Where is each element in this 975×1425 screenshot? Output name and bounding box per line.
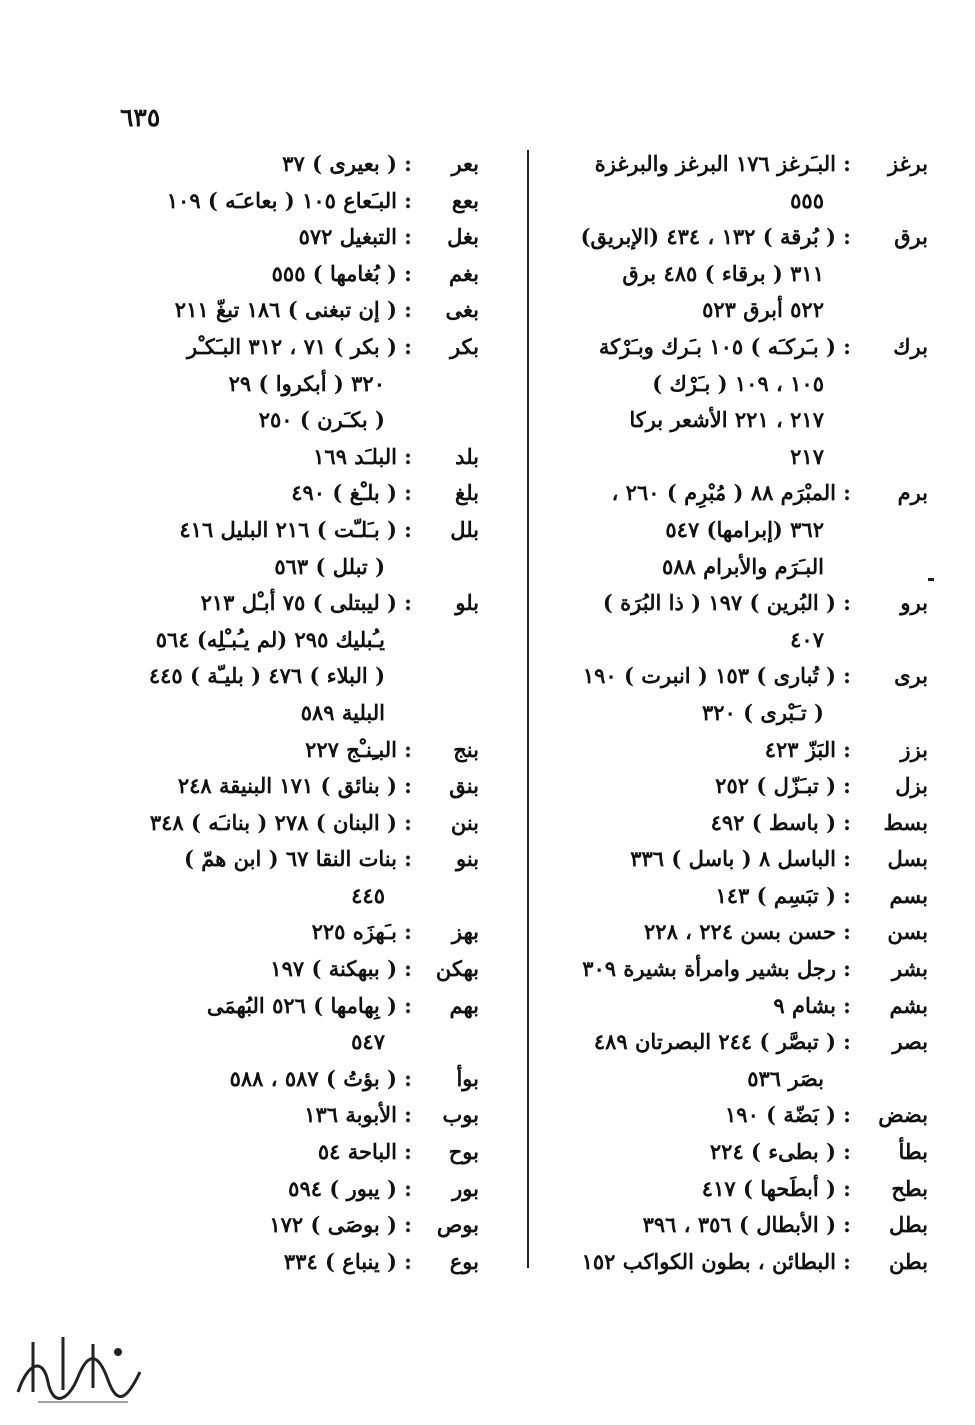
entry-separator: : <box>843 151 851 176</box>
entry-separator: : <box>404 809 412 835</box>
entry-line: ٣١١ ( برقاء ) ٤٨٥ برق <box>622 260 824 286</box>
entry-line: ٥٥٥ <box>790 187 824 213</box>
index-entry <box>548 914 928 951</box>
entry-line: ( تبصَّر ) ٢٤٤ البصرتان ٤٨٩ <box>593 1029 836 1055</box>
entry-separator: : <box>843 590 851 616</box>
entry-root: بسن <box>887 919 928 945</box>
entry-separator: : <box>404 260 412 286</box>
entry-line: ( باسط ) ٤٩٢ <box>710 809 836 835</box>
index-entry <box>134 475 479 512</box>
entry-line: ( إن تبغنى ) ١٨٦ تبغّ ٢١١ <box>174 297 397 323</box>
index-entry <box>548 1207 928 1244</box>
entry-root: بوب <box>442 1102 479 1128</box>
entry-line: البـَرغز ١٧٦ البرغز والبرغزة <box>594 151 836 176</box>
entry-root: بهز <box>451 919 479 945</box>
entry-separator: : <box>404 773 412 799</box>
entry-separator: : <box>843 1139 851 1165</box>
entry-root: بطح <box>891 1175 928 1201</box>
index-entry <box>548 1171 928 1208</box>
entry-separator: : <box>404 1102 412 1128</box>
entry-references <box>134 256 397 293</box>
index-entry <box>548 988 928 1025</box>
index-entry <box>134 439 479 476</box>
entry-line: رجل بشير وامرأة بشيرة ٣٠٩ <box>582 956 836 982</box>
entry-separator: : <box>404 297 412 323</box>
entry-root: برم <box>897 480 928 506</box>
entry-separator: : <box>843 846 851 872</box>
entry-references <box>134 219 397 256</box>
entry-line: ( البلاء ) ٤٧٦ ( بليـّة ) ٤٤٥ <box>148 663 385 689</box>
entry-separator: : <box>843 809 851 835</box>
entry-references <box>548 146 836 219</box>
entry-line: حسن بسن ٢٢٤ ، ٢٢٨ <box>644 919 836 945</box>
index-column-right <box>548 146 928 1280</box>
entry-line: البلية ٥٨٩ <box>300 699 385 725</box>
entry-root: بطأ <box>898 1139 928 1165</box>
index-entry <box>134 183 479 220</box>
entry-separator: : <box>404 992 412 1018</box>
entry-root: بكر <box>449 333 479 359</box>
entry-root: بسط <box>883 809 928 835</box>
entry-line: ( بَضّة ) ١٩٠ <box>725 1102 836 1128</box>
entry-references <box>134 183 397 220</box>
entry-separator: : <box>843 1212 851 1238</box>
index-entry <box>134 146 479 183</box>
entry-root: بنن <box>450 809 479 835</box>
entry-separator: : <box>843 663 851 689</box>
entry-separator: : <box>404 1139 412 1165</box>
entry-line: ( بعيرى ) ٣٧ <box>282 151 397 176</box>
entry-line: ( بوصَى ) ١٧٢ <box>269 1212 397 1238</box>
index-entry <box>134 951 479 988</box>
entry-references <box>548 585 836 658</box>
entry-root: بغل <box>447 224 479 250</box>
entry-root: بلو <box>455 590 479 616</box>
index-entry <box>548 732 928 769</box>
entry-root: بوع <box>449 1248 479 1274</box>
entry-root: برو <box>900 590 928 616</box>
entry-line: ( بُغامها ) ٥٥٥ <box>271 260 397 286</box>
entry-line: ( بـَلـّت ) ٢١٦ البليل ٤١٦ <box>179 516 397 542</box>
index-entry <box>548 146 928 219</box>
library-stamp-logo <box>8 1322 148 1414</box>
entry-line: بصَر ٥٣٦ <box>747 1065 824 1091</box>
entry-line: ( يبور ) ٥٩٤ <box>288 1175 397 1201</box>
entry-line: ٥٢٢ أبرق ٥٢٣ <box>702 297 824 323</box>
entry-root: بسم <box>889 882 928 908</box>
entry-root: بوح <box>448 1139 479 1165</box>
entry-line: ( البُرين ) ١٩٧ ( ذا البُرَة ) <box>602 590 836 616</box>
entry-references <box>548 1134 836 1171</box>
entry-line: ( بكر ) ٧١ ، ٣١٢ البـَكـْر <box>186 333 397 359</box>
entry-root: بنو <box>455 846 479 872</box>
index-entry <box>548 951 928 988</box>
entry-root: برك <box>893 333 928 359</box>
entry-root: بلغ <box>455 480 479 506</box>
index-entry <box>134 988 479 1061</box>
entry-references <box>134 292 397 329</box>
entry-line: البطائن ، بطون الكواكب ١٥٢ <box>581 1248 836 1274</box>
entry-line: البلـَد ١٦٩ <box>313 443 397 469</box>
entry-separator: : <box>843 224 851 250</box>
entry-root: بضض <box>878 1102 928 1128</box>
entry-root: بشر <box>891 956 928 982</box>
entry-line: ( بِهامها ) ٥٢٦ البُهمَى <box>206 992 397 1018</box>
index-entry <box>134 1134 479 1171</box>
entry-references <box>548 1171 836 1208</box>
entry-root: بسل <box>887 846 928 872</box>
entry-references <box>134 1244 397 1281</box>
entry-root: بنق <box>449 773 479 799</box>
index-column-left <box>134 146 479 1280</box>
entry-line: بـَهزَه ٢٢٥ <box>311 919 397 945</box>
entry-separator: : <box>404 443 412 469</box>
index-entry <box>548 475 928 585</box>
index-entry <box>134 512 479 585</box>
index-entry <box>134 732 479 769</box>
entry-line: ( أبطَحها ) ٤١٧ <box>701 1175 836 1201</box>
entry-root: بطن <box>888 1248 928 1274</box>
index-entry <box>134 768 479 805</box>
index-entry <box>134 292 479 329</box>
entry-root: بعر <box>451 151 479 176</box>
entry-references <box>548 841 836 878</box>
entry-references <box>548 805 836 842</box>
index-entry <box>134 841 479 914</box>
entry-references <box>134 914 397 951</box>
entry-line: ( تبـَزّل ) ٢٥٢ <box>715 773 836 799</box>
entry-line: ( تبلل ) ٥٦٣ <box>274 553 385 579</box>
entry-separator: : <box>843 480 851 506</box>
entry-line: ٤٠٧ <box>790 626 824 652</box>
entry-references <box>134 1134 397 1171</box>
entry-line: ٣٦٢ (إبرامها) ٥٤٧ <box>665 516 824 542</box>
margin-mark <box>928 578 934 581</box>
entry-line: ( ليبتلى ) ٧٥ أبـْل ٢١٣ <box>200 590 397 616</box>
entry-line: الأبوبة ١٣٦ <box>304 1102 397 1128</box>
index-entry <box>134 1207 479 1244</box>
entry-separator: : <box>404 919 412 945</box>
entry-line: الباحة ٥٤ <box>317 1139 397 1165</box>
entry-separator: : <box>843 1175 851 1201</box>
entry-root: بور <box>452 1175 479 1201</box>
entry-references <box>548 732 836 769</box>
entry-root: بهم <box>449 992 479 1018</box>
index-entry <box>134 1171 479 1208</box>
entry-references <box>134 585 397 731</box>
entry-root: بلل <box>450 516 479 542</box>
entry-root: برى <box>894 663 928 689</box>
entry-separator: : <box>404 846 412 872</box>
entry-references <box>134 512 397 585</box>
entry-references <box>134 439 397 476</box>
entry-references <box>548 1097 836 1134</box>
entry-root: بزل <box>895 773 928 799</box>
entry-line: يـُبليك ٢٩٥ (لم يـُبـْلِه) ٥٦٤ <box>155 626 385 652</box>
entry-references <box>548 878 836 915</box>
entry-separator: : <box>404 1248 412 1274</box>
index-entry <box>548 1097 928 1134</box>
index-entry <box>548 805 928 842</box>
index-entry <box>548 1024 928 1097</box>
entry-references <box>134 1097 397 1134</box>
index-entry <box>134 1244 479 1281</box>
index-entry <box>548 658 928 731</box>
entry-line: التبغيل ٥٧٢ <box>298 224 397 250</box>
entry-line: بشام ٩ <box>773 992 836 1018</box>
entry-separator: : <box>404 187 412 213</box>
entry-line: ( الأبطال ) ٣٥٦ ، ٣٩٦ <box>642 1212 836 1238</box>
entry-references <box>134 1207 397 1244</box>
index-entry <box>548 878 928 915</box>
entry-line: ( بطىء ) ٢٢٤ <box>709 1139 836 1165</box>
entry-separator: : <box>404 333 412 359</box>
entry-root: بطل <box>889 1212 928 1238</box>
entry-root: برغز <box>887 151 928 176</box>
entry-separator: : <box>404 224 412 250</box>
entry-root: بوأ <box>456 1065 479 1091</box>
entry-line: ( تُبارى ) ١٥٣ ( انبرت ) ١٩٠ <box>582 663 836 689</box>
entry-separator: : <box>843 773 851 799</box>
entry-separator: : <box>843 736 851 762</box>
entry-separator: : <box>843 1029 851 1055</box>
entry-separator: : <box>843 333 851 359</box>
entry-references <box>548 219 836 329</box>
entry-line: بنات النقا ٦٧ ( ابن همّ ) <box>184 846 397 872</box>
entry-references <box>134 475 397 512</box>
entry-separator: : <box>404 480 412 506</box>
entry-line: ( بلـْغ ) ٤٩٠ <box>291 480 397 506</box>
entry-line: المبْرَم ٨٨ ( مُبْرِم ) ٢٦٠ ، <box>611 480 836 506</box>
entry-line: الباسل ٨ ( باسل ) ٣٣٦ <box>630 846 836 872</box>
entry-separator: : <box>843 919 851 945</box>
entry-references <box>548 1207 836 1244</box>
entry-separator: : <box>404 1212 412 1238</box>
index-entry <box>548 219 928 329</box>
entry-line: ( بنائق ) ١٧١ البنيقة ٢٤٨ <box>177 773 397 799</box>
entry-separator: : <box>404 1065 412 1091</box>
entry-line: ( بُرقة ) ١٣٢ ، ٤٣٤ (الإبريق) <box>580 224 836 250</box>
entry-line: البـَعاع ١٠٥ ( بعاعـَه ) ١٠٩ <box>166 187 397 213</box>
entry-separator: : <box>404 516 412 542</box>
entry-root: بهكن <box>435 956 479 982</box>
entry-root: بوص <box>436 1212 479 1238</box>
entry-references <box>548 1244 836 1281</box>
entry-references <box>548 475 836 585</box>
entry-line: ٤٤٥ <box>351 882 385 908</box>
entry-references <box>548 1024 836 1097</box>
entry-separator: : <box>404 1175 412 1201</box>
index-entry <box>134 805 479 842</box>
index-entry <box>548 585 928 658</box>
entry-references <box>134 1061 397 1098</box>
entry-references <box>134 329 397 439</box>
index-entry <box>134 1097 479 1134</box>
entry-separator: : <box>843 1248 851 1274</box>
entry-line: ٢١٧ ، ٢٢١ الأشعر بركا <box>629 407 824 433</box>
entry-line: ( بـَركـَه ) ١٠٥ بـَرك وبـَرْكة <box>598 333 836 359</box>
entry-references <box>548 914 836 951</box>
entry-line: ( تبَسِم ) ١٤٣ <box>715 882 836 908</box>
entry-root: بشم <box>889 992 928 1018</box>
index-entry <box>134 219 479 256</box>
entry-line: البـَرَم والأبرام ٥٨٨ <box>662 553 824 579</box>
entry-references <box>548 658 836 731</box>
entry-separator: : <box>404 151 412 176</box>
index-entry <box>548 768 928 805</box>
entry-references <box>134 732 397 769</box>
index-entry <box>134 256 479 293</box>
entry-root: بصر <box>892 1029 928 1055</box>
entry-references <box>134 841 397 914</box>
entry-line: ٣٢٠ ( أبكروا ) ٢٩ <box>228 370 385 396</box>
entry-separator: : <box>843 992 851 1018</box>
entry-separator: : <box>843 1102 851 1128</box>
entry-root: بغم <box>449 260 479 286</box>
entry-line: ( ينباع ) ٣٣٤ <box>283 1248 397 1274</box>
entry-root: بنج <box>453 736 479 762</box>
entry-references <box>134 768 397 805</box>
entry-root: برق <box>894 224 928 250</box>
entry-separator: : <box>404 590 412 616</box>
entry-line: ( بؤتُ ) ٥٨٧ ، ٥٨٨ <box>229 1065 397 1091</box>
entry-references <box>548 768 836 805</box>
entry-separator: : <box>843 882 851 908</box>
entry-references <box>134 988 397 1061</box>
index-entry <box>548 1244 928 1281</box>
entry-references <box>548 951 836 988</box>
entry-line: ١٠٥ ، ١٠٩ ( بـَرْك ) <box>652 370 824 396</box>
entry-references <box>134 805 397 842</box>
entry-separator: : <box>404 956 412 982</box>
index-entry <box>548 1134 928 1171</box>
entry-line: ٢١٧ <box>790 443 824 469</box>
entry-root: بزز <box>900 736 928 762</box>
entry-separator: : <box>843 956 851 982</box>
entry-references <box>134 951 397 988</box>
entry-line: ( البنان ) ٢٧٨ ( بنانـَه ) ٣٤٨ <box>149 809 397 835</box>
entry-root: بلد <box>455 443 479 469</box>
index-entry <box>134 914 479 951</box>
page-number: ٦٣٥ <box>120 103 161 132</box>
entry-line: ( تـَبْرى ) ٣٢٠ <box>701 699 824 725</box>
index-entry <box>548 841 928 878</box>
column-divider <box>527 150 529 1268</box>
entry-line: ٥٤٧ <box>351 1029 385 1055</box>
entry-separator: : <box>404 736 412 762</box>
entry-line: البَزّ ٤٢٣ <box>764 736 836 762</box>
index-entry <box>134 585 479 731</box>
entry-line: ( ببهكنة ) ١٩٧ <box>270 956 397 982</box>
entry-references <box>548 329 836 475</box>
index-entry <box>134 329 479 439</box>
entry-references <box>548 988 836 1025</box>
index-entry <box>134 1061 479 1098</box>
entry-references <box>134 1171 397 1208</box>
entry-root: بغى <box>445 297 479 323</box>
entry-references <box>134 146 397 183</box>
entry-line: ( بكـَرن ) ٢٥٠ <box>258 407 385 433</box>
index-entry <box>548 329 928 475</box>
entry-root: بعع <box>451 187 479 213</box>
entry-line: البـِنـْج ٢٢٧ <box>305 736 397 762</box>
